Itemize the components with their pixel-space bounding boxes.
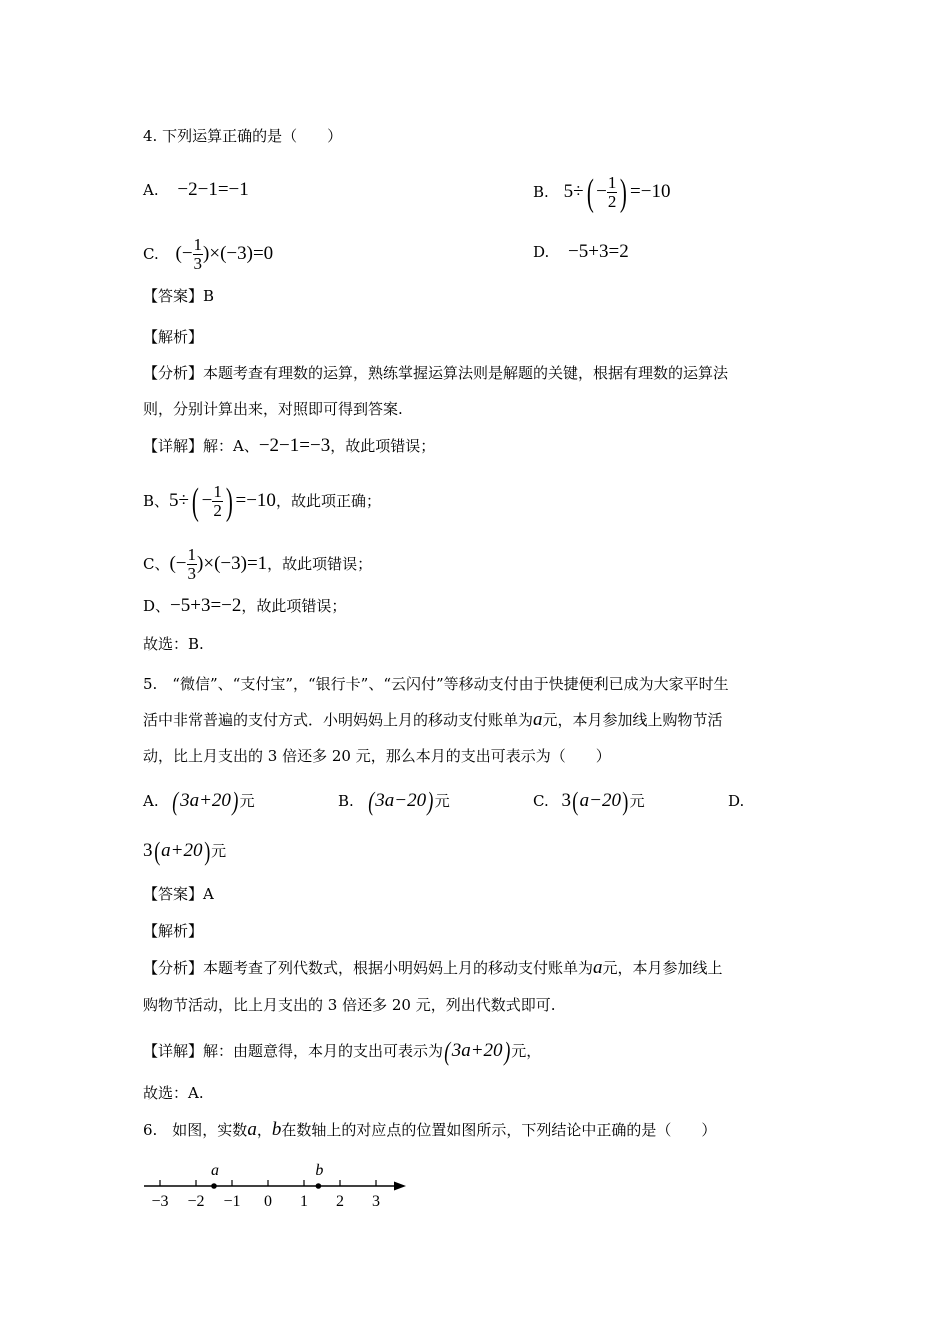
- tick-label: 1: [300, 1193, 308, 1210]
- q5-option-d-label[interactable]: D.: [728, 792, 745, 810]
- q5-analysis-head: 【解析】: [143, 922, 204, 940]
- option-expr: 5÷( − $\frac{1}{2}$ ) =−10: [563, 171, 671, 214]
- tick-label: 0: [264, 1193, 272, 1210]
- tick-label: −3: [151, 1193, 169, 1210]
- q5-option-b[interactable]: B. (3a−20)元: [338, 786, 450, 816]
- point-a-dot: [211, 1183, 217, 1189]
- q4-option-b[interactable]: [533, 168, 670, 216]
- q5-option-d[interactable]: 3(a+20)元: [143, 836, 227, 866]
- q6-stem: 6. 如图，实数a，b在数轴上的对应点的位置如图所示，下列结论中正确的是（ ）: [143, 1119, 717, 1140]
- option-expr: −5+3=2: [568, 241, 629, 262]
- arrow-icon: [394, 1182, 406, 1191]
- option-expr: 3(a+20): [143, 836, 210, 866]
- option-expr: (3a+20): [172, 786, 239, 816]
- q4-option-d[interactable]: [533, 242, 629, 262]
- option-label: A.: [143, 792, 159, 810]
- number-line: [140, 1158, 410, 1218]
- q5-choose: 故选：A.: [143, 1084, 204, 1102]
- option-label: B.: [533, 183, 549, 201]
- q4-detail-d: D、−5+3=−2，故此项错误；: [143, 595, 347, 616]
- q5-option-a[interactable]: A. (3a+20)元: [143, 786, 255, 816]
- q4-detail-b: B、5÷( − $\frac{1}{2}$ ) =−10，故此项正确；: [143, 480, 381, 523]
- option-label: D.: [533, 243, 550, 261]
- tick-label: 2: [336, 1193, 344, 1210]
- tick-label: −1: [223, 1193, 241, 1210]
- q5-option-c[interactable]: C. 3(a−20)元: [533, 786, 645, 816]
- q4-detail-a: 【详解】解：A、−2−1=−3，故此项错误；: [143, 435, 436, 456]
- q5-analysis-line-1: 【分析】本题考查了列代数式，根据小明妈妈上月的移动支付账单为a元，本月参加线上: [143, 957, 723, 978]
- option-expr: (3a−20): [367, 786, 434, 816]
- q5-analysis-line-2: 购物节活动，比上月支出的 3 倍还多 20 元，列出代数式即可.: [143, 996, 556, 1014]
- point-b-label: b: [315, 1162, 324, 1179]
- q4-option-c[interactable]: [143, 232, 273, 276]
- q5-stem-line-2: 活中非常普遍的支付方式．小明妈妈上月的移动支付账单为a元，本月参加线上购物节活: [143, 709, 723, 730]
- q5-detail: 【详解】解：由题意得，本月的支出可表示为(3a+20)元，: [143, 1036, 542, 1066]
- point-b-dot: [316, 1183, 322, 1189]
- q4-answer: 【答案】B: [143, 287, 215, 305]
- q4-option-a[interactable]: [143, 180, 249, 200]
- q4-stem: 4. 下列运算正确的是（ ）: [143, 127, 343, 145]
- q5-stem-line-3: 动，比上月支出的 3 倍还多 20 元，那么本月的支出可表示为（ ）: [143, 747, 611, 765]
- q4-analysis-line-1: 【分析】本题考查有理数的运算，熟练掌握运算法则是解题的关键，根据有理数的运算法: [143, 364, 729, 382]
- option-expr: (− $\frac{1}{3}$ )×(−3)=0: [175, 235, 274, 274]
- q4-analysis-head: 【解析】: [143, 328, 204, 346]
- option-label: C.: [533, 792, 549, 810]
- q5-stem-line-1: 5. “微信”、“支付宝”，“银行卡”、“云闪付”等移动支付由于快捷便利已成为大家平时生: [143, 675, 729, 693]
- option-expr: 3(a−20): [561, 786, 629, 816]
- option-label: A.: [143, 181, 159, 199]
- tick-label: 3: [372, 1193, 380, 1210]
- q5-answer: 【答案】A: [143, 885, 214, 903]
- option-label: B.: [338, 792, 354, 810]
- point-a-label: a: [211, 1162, 219, 1179]
- q4-detail-c: C、(− $\frac{1}{3}$ )×(−3)=1，故此项错误；: [143, 545, 373, 584]
- option-expr: −2−1=−1: [177, 179, 249, 200]
- option-label: C.: [143, 245, 159, 263]
- tick-label: −2: [187, 1193, 205, 1210]
- q4-analysis-line-2: 则，分别计算出来，对照即可得到答案.: [143, 400, 403, 418]
- q4-choose: 故选：B.: [143, 635, 204, 653]
